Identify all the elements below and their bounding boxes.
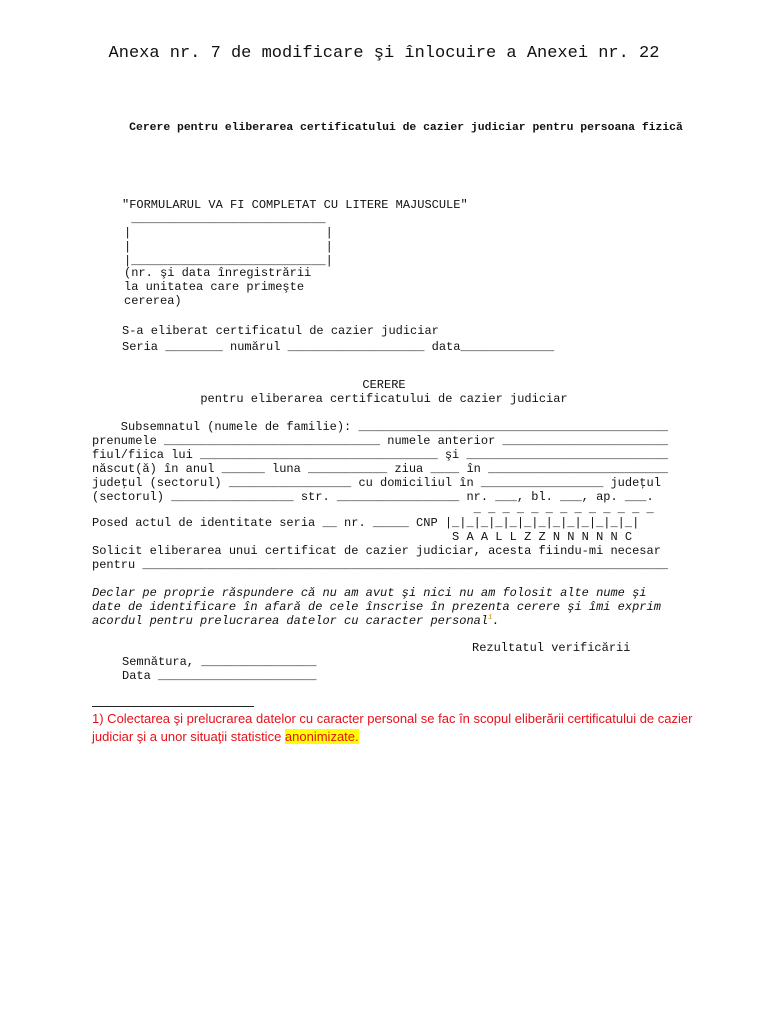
footnote — [92, 710, 732, 746]
field-purpose: pentru _________________________________________________________________________ — [92, 558, 669, 572]
field-birth: născut(ă) în anul ______ luna ___________ ziua ____ în _________________________ — [92, 462, 669, 476]
declaration-line: Declar pe proprie răspundere că nu am avut şi nici nu am folosit alte nume şi — [92, 586, 647, 600]
registration-box-row: | | — [124, 226, 333, 240]
field-request: Solicit eliberarea unui certificat de cazier judiciar, acesta fiindu-mi necesar — [92, 544, 661, 558]
document-title: Cerere pentru eliberarea certificatului de cazier judiciar pentru persoana fizică — [129, 122, 683, 134]
issued-series-line: Seria ________ numărul ___________________ data_____________ — [122, 340, 555, 354]
request-subheading: pentru eliberarea certificatului de cazier judiciar — [200, 392, 568, 406]
field-surname: Subsemnatul (numele de familie): ___________________________________________ — [92, 420, 669, 434]
field-county: judeţul (sectorul) _________________ cu domiciliul în _________________ judeţul — [92, 476, 661, 490]
registration-caption: (nr. şi data înregistrării — [124, 266, 312, 280]
footnote-divider — [92, 706, 254, 707]
field-first-name: prenumele ______________________________ numele anterior _______________________ — [92, 434, 669, 448]
declaration-line — [92, 614, 499, 628]
declaration-text: acordul pentru prelucrarea datelor cu caracter personal — [92, 614, 489, 628]
registration-box-bottom: |___________________________| — [124, 254, 333, 268]
cnp-code-legend: S A A L L Z Z N N N N N C — [92, 530, 633, 544]
field-identity-cnp: Posed actul de identitate seria __ nr. _____ CNP |_|_|_|_|_|_|_|_|_|_|_|_|_| — [92, 516, 640, 530]
footnote-highlight: anonimizate. — [284, 729, 359, 744]
verification-result: Rezultatul verificării — [472, 641, 631, 655]
declaration-end: . — [492, 614, 500, 628]
footnote-marker: 1 — [488, 614, 493, 622]
registration-box-row: | | — [124, 240, 333, 254]
request-heading: CERERE — [362, 378, 406, 392]
footnote-number: 1) — [92, 711, 104, 726]
annex-heading: Anexa nr. 7 de modificare şi înlocuire a Anexei nr. 22 — [108, 44, 660, 63]
date-line: Data ______________________ — [122, 669, 317, 683]
registration-caption: cererea) — [124, 294, 182, 308]
issued-line: S-a eliberat certificatul de cazier judiciar — [122, 324, 439, 338]
field-address: (sectorul) _________________ str. _________________ nr. ___, bl. ___, ap. ___. — [92, 490, 654, 504]
declaration-line: date de identificare în afară de cele înscrise în prezenta cerere şi îmi exprim — [92, 600, 661, 614]
signature-line: Semnătura, ________________ — [122, 655, 317, 669]
field-parents: fiul/fiica lui _________________________________ şi ____________________________ — [92, 448, 669, 462]
uppercase-note: "FORMULARUL VA FI COMPLETAT CU LITERE MAJUSCULE" — [122, 198, 468, 212]
registration-box-top: ___________________________ — [124, 212, 326, 226]
cnp-box-top: _ _ _ _ _ _ _ _ _ _ _ _ _ — [92, 502, 654, 516]
registration-caption: la unitatea care primeşte — [124, 280, 305, 294]
footnote-text: Colectarea şi prelucrarea datelor cu caracter personal se fac în scopul eliberării certificatului de cazier judiciar şi a unor situaţii statistice — [92, 711, 693, 744]
